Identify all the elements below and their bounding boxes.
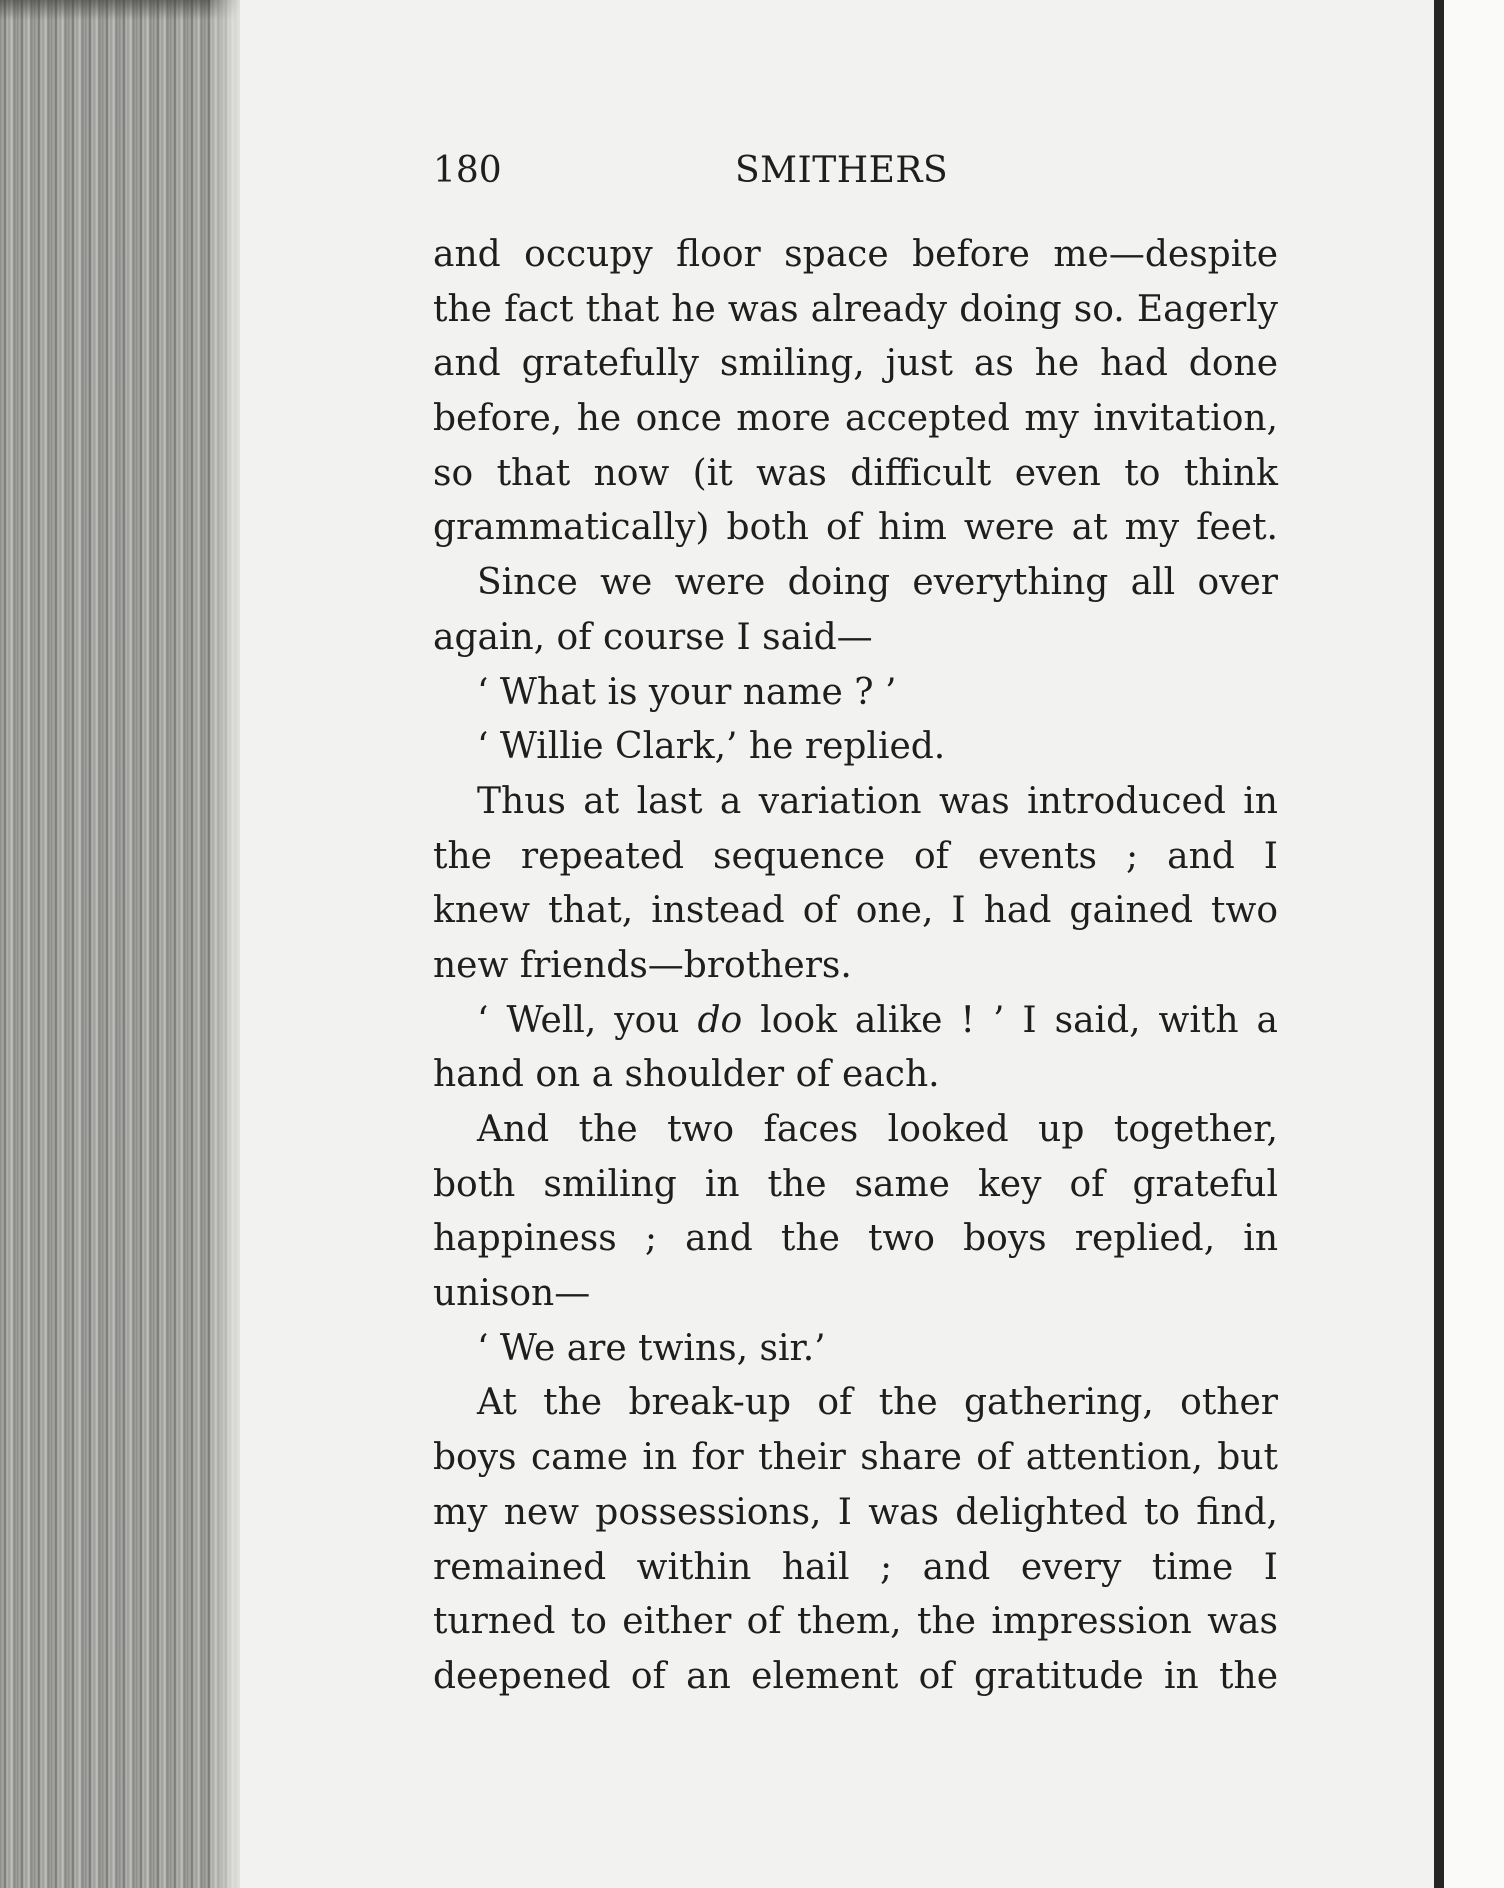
- text-line: turned to either of them, the impression was: [433, 1601, 1278, 1643]
- text-fragment: ‘ Well, you: [477, 999, 698, 1041]
- dialogue-line: ‘ What is your name ? ’: [477, 671, 897, 713]
- text-line: happiness ; and the two boys replied, in: [433, 1218, 1278, 1260]
- text-line: and occupy floor space before me—despite: [433, 234, 1278, 275]
- text-fragment: look alike ! ’ I said, with a: [742, 999, 1278, 1041]
- text-line: so that now (it was difficult even to think: [433, 452, 1278, 494]
- text-line: And the two faces looked up together,: [477, 1109, 1278, 1150]
- emphasis-text: do: [697, 999, 743, 1041]
- text-line: Since we were doing everything all over: [477, 562, 1278, 604]
- text-line: before, he once more accepted my invitation,: [433, 398, 1278, 440]
- text-line: hand on a shoulder of each.: [433, 1054, 940, 1096]
- edge-shadow: [0, 0, 240, 20]
- text-line: and gratefully smiling, just as he had done: [433, 343, 1278, 385]
- dialogue-line: ‘ Willie Clark,’ he replied.: [477, 726, 946, 768]
- running-head-title: SMITHERS: [735, 150, 949, 191]
- text-line: knew that, instead of one, I had gained two: [433, 890, 1278, 932]
- text-line: remained within hail ; and every time I: [433, 1546, 1278, 1588]
- facing-page-edge: [1444, 0, 1504, 1888]
- book-page-edges: [0, 0, 240, 1888]
- page-number: 180: [433, 150, 502, 191]
- text-line: unison—: [433, 1273, 591, 1315]
- text-line: grammatically) both of him were at my feet.: [433, 507, 1278, 549]
- dialogue-line: [433, 994, 1278, 1049]
- text-line: again, of course I said—: [433, 616, 873, 658]
- text-line: deepened of an element of gratitude in the: [433, 1655, 1278, 1697]
- text-line: the fact that he was already doing so. Eagerly: [433, 288, 1278, 330]
- text-line: Thus at last a variation was introduced in: [477, 780, 1278, 822]
- text-line: both smiling in the same key of grateful: [433, 1163, 1278, 1205]
- text-line: my new possessions, I was delighted to find,: [433, 1491, 1278, 1533]
- running-head: [433, 150, 1278, 200]
- text-line: the repeated sequence of events ; and I: [433, 835, 1278, 877]
- text-line: At the break-up of the gathering, other: [477, 1382, 1278, 1424]
- page-gutter-edge: [1434, 0, 1444, 1888]
- text-line: boys came in for their share of attention, but: [433, 1437, 1278, 1479]
- body-text: [433, 228, 1278, 1705]
- dialogue-line: ‘ We are twins, sir.’: [477, 1327, 826, 1369]
- text-line: new friends—brothers.: [433, 944, 852, 986]
